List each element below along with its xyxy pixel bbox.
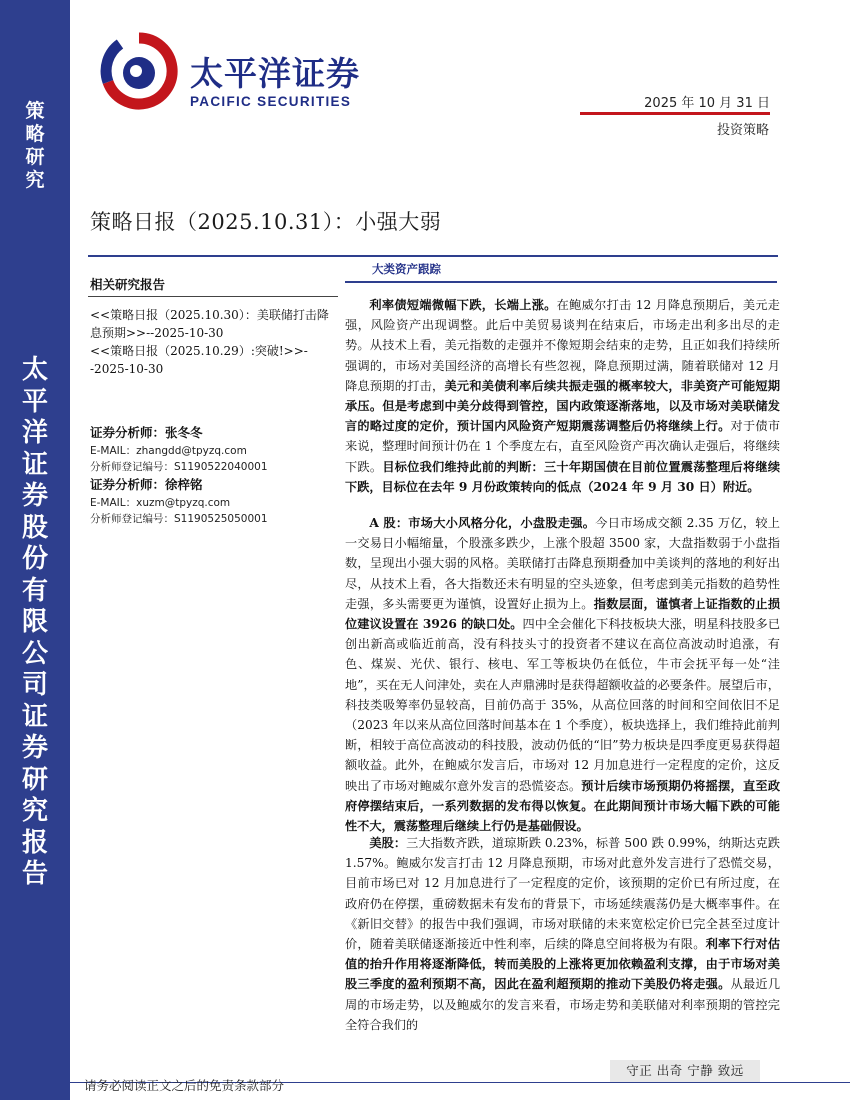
bold-run: 利率债短端微幅下跌，长端上涨。 [369,298,557,312]
date-divider [580,112,770,115]
related-reports-list [90,306,340,378]
related-report-link[interactable]: <<策略日报（2025.10.29）:突破!>>--2025-10-30 [90,344,308,376]
related-reports-heading: 相关研究报告 [90,277,166,292]
paragraph-us-stocks [345,833,780,1035]
sidebar-top-label: 策略研究 [25,100,45,191]
bold-run: 美股： [369,836,407,850]
bold-run: 预计后续市场预期仍将摇摆，直至政府停摆结束后，一系列数据的发布得以恢复。在此期间预计市场大幅下跌的可能性不大，震荡整理后继续上行仍是基础假设。 [345,778,781,834]
footer-disclaimer: 请务必阅读正文之后的免责条款部分 [84,1078,285,1093]
text-run: 三大指数齐跌，道琼斯跌 0.23%，标普 500 跌 0.99%，纳斯达克跌 1.57%。鲍威尔发言打击 12 月降息预期，市场对此意外发言进行了恐慌交易，目前市场已对 12 月加息进行了一定程度的定价，该预期的定价已有所过度，在政府仍在停摆，重磅数据未有发布的背景下，市场延续震荡仍是大概率事件。在《新旧交替》的报告中我们强调，市场对联储的未来宽松定价已完全甚至过度计价，随着美联储逐渐接近中性利率，后续的降息空间将极为有限。 [345,836,780,952]
analyst-registration: 分析师登记编号：S1190525050001 [90,513,268,525]
bold-run: 指数层面，谨慎者上证指数的止损位建议设置在 3926 的缺口处。 [345,596,781,632]
report-date: 2025 年 10 月 31 日 [644,96,770,111]
pacific-securities-logo-icon [100,32,178,110]
title-divider [88,255,778,257]
paragraph-a-shares [345,513,780,836]
sidebar-main-label: 太平洋证券股份有限公司证券研究报告 [21,355,48,889]
bold-run: A 股：市场大小风格分化，小盘股走强。 [369,516,596,530]
analyst-registration: 分析师登记编号：S1190522040001 [90,461,268,473]
analyst-block [90,423,340,527]
brand-name-cn: 太平洋证券 [190,54,360,93]
section-divider [345,281,777,283]
page-title: 策略日报（2025.10.31）：小强大弱 [90,210,442,234]
report-category: 投资策略 [716,123,769,138]
text-run: 对于债市来说，整理时间预计仍在 1 个季度左右，直至风险资产再次确认走强后，将继续下跌。 [345,419,781,474]
text-run: 今日市场成交额 2.35 万亿，较上一交易日小幅缩量，个股涨多跌少，上涨个股超 3500 家，大盘指数弱于小盘指数，呈现出小强大弱的风格。美联储打击降息预期叠加中美谈判的落地的利好出尽，从技术上看，各大指数还未有明显的空头迹象，但考虑到美元指数的趋势性走强，多头需要更为谨慎，设置好止损为上。 [345,516,780,611]
analyst-email[interactable]: E-MAIL：zhangdd@tpyzq.com [90,445,247,457]
analyst-title: 证券分析师：徐梓铭 [90,477,203,492]
bold-run: 目标位我们维持此前的判断：三十年期国债在目前位置震荡整理后将继续下跌，目标位在去年 9 月份政策转向的低点（2024 年 9 月 30 日）附近。 [345,459,781,494]
analyst-title: 证券分析师：张冬冬 [90,425,203,440]
sidebar-band [0,0,70,1100]
text-run: 从最近几周的市场走势，以及鲍威尔的发言来看，市场走势和美联储对利率预期的管控完全符合我们的 [345,977,781,1032]
bold-run: 美元和美债利率后续共振走强的概率较大，非美资产可能短期承压。但是考虑到中美分歧得到管控，国内政策逐渐落地，以及市场对美联储发言的略过度的定价，预计国内风险资产短期震荡调整后仍将继续上行。 [345,378,781,434]
footer-slogan: 守正 出奇 宁静 致远 [610,1060,760,1082]
text-run: 四中全会催化下科技板块大涨，明星科技股多已创出新高或临近前高，没有科技头寸的投资者不建议在高位高波动时追涨，有色、煤炭、光伏、银行、核电、军工等板块仍在低位，牛市会抚平每一处“洼地”，买在无人问津处，卖在人声鼎沸时是获得超额收益的必要条件。展望后市，科技类吸筹率仍显较高，目前仍高于 35%，从高位回落的时间和空间依旧不足（2023 年以来从高位回落时间基本在 1 个季度），板块选择上，我们维持此前判断，相较于高位高波动的科技股，波动仍低的“旧”势力板块是四季度更易获得超额收益。此外，在鲍威尔发言后，市场对 12 月加息进行一定程度的定价，这反映出了市场对鲍威尔意外发言的恐慌姿态。 [345,617,781,793]
brand-name-en: PACIFIC SECURITIES [190,94,352,109]
related-divider [88,296,338,297]
text-run: 在鲍威尔打击 12 月降息预期后，美元走强，风险资产出现调整。此后中美贸易谈判在结束后，市场走出利多出尽的走势。从技术上看，美元指数的走强并不像短期会结束的走势，且正如我们持续所强调的，市场对美国经济的高增长有些忽视，降息预期过满，随着联储对 12 月降息预期的打击， [345,298,780,393]
bold-run: 利率下行对估值的抬升作用将逐渐降低，转而美股的上涨将更加依赖盈利支撑，由于市场对美股三季度的盈利预期不高，因此在盈利超预期的推动下美股仍将走强。 [345,937,781,992]
related-report-link[interactable]: <<策略日报（2025.10.30）：美联储打击降息预期>>--2025-10-30 [90,308,329,340]
analyst-email[interactable]: E-MAIL：xuzm@tpyzq.com [90,497,231,509]
paragraph-bonds [345,295,780,497]
section-heading: 大类资产跟踪 [372,262,441,276]
